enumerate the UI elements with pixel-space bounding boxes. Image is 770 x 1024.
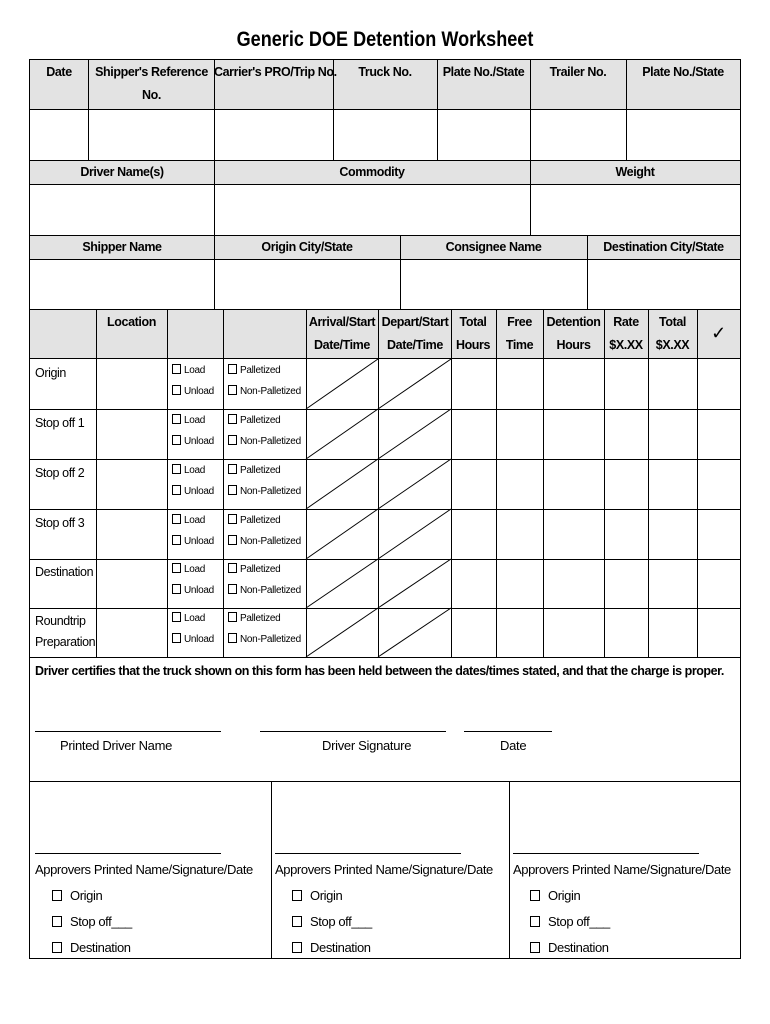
unload-checkbox[interactable]: Unload	[172, 382, 214, 402]
header-consignee-name: Consignee Name	[445, 240, 542, 254]
approver-origin-checkbox[interactable]: Origin	[35, 883, 253, 909]
approver-label: Approvers Printed Name/Signature/Date	[275, 862, 493, 877]
palletized-checkbox[interactable]: Palletized	[228, 461, 280, 481]
header-truck-no: Truck No.	[358, 65, 412, 79]
header-origin-city: Origin City/State	[261, 240, 353, 254]
approver-label: Approvers Printed Name/Signature/Date	[35, 862, 253, 877]
driver-date-label: Date	[500, 738, 527, 753]
load-checkbox[interactable]: Load	[172, 461, 205, 481]
load-checkbox[interactable]: Load	[172, 609, 205, 629]
load-checkbox[interactable]: Load	[172, 560, 205, 580]
header-commodity: Commodity	[339, 165, 405, 179]
approver-origin-checkbox[interactable]: Origin	[513, 883, 731, 909]
row-label-roundtrip: Roundtrip Preparation	[35, 614, 96, 649]
palletized-checkbox[interactable]: Palletized	[228, 609, 280, 629]
approver-destination-checkbox[interactable]: Destination	[35, 935, 253, 961]
palletized-checkbox[interactable]: Palletized	[228, 511, 280, 531]
non-palletized-checkbox[interactable]: Non-Palletized	[228, 482, 301, 502]
row-label-origin: Origin	[35, 366, 66, 380]
non-palletized-checkbox[interactable]: Non-Palletized	[228, 432, 301, 452]
unload-checkbox[interactable]: Unload	[172, 581, 214, 601]
header-shipper-reference: Shipper's Reference No.	[95, 65, 208, 102]
printed-driver-name-label: Printed Driver Name	[60, 738, 173, 753]
approver-block-2	[275, 857, 493, 961]
row-label-destination: Destination	[35, 565, 94, 579]
approver-block-3	[513, 857, 731, 961]
header-date: Date	[46, 65, 72, 79]
approver-origin-checkbox[interactable]: Origin	[275, 883, 493, 909]
header-carrier-pro: Carrier's PRO/Trip No.	[214, 65, 337, 79]
header-plate-state-2: Plate No./State	[642, 65, 724, 79]
non-palletized-checkbox[interactable]: Non-Palletized	[228, 630, 301, 650]
header-trailer-no: Trailer No.	[549, 65, 607, 79]
header-arrival: Arrival/Start Date/Time	[308, 315, 376, 352]
approver-block-1	[35, 857, 253, 961]
non-palletized-checkbox[interactable]: Non-Palletized	[228, 581, 301, 601]
header-plate-state-1: Plate No./State	[442, 65, 525, 79]
palletized-checkbox[interactable]: Palletized	[228, 361, 280, 381]
non-palletized-checkbox[interactable]: Non-Palletized	[228, 532, 301, 552]
certification-statement: Driver certifies that the truck shown on this form has been held between the dates/times stated, and that the charge is proper.	[35, 664, 724, 678]
header-depart: Depart/Start Date/Time	[381, 315, 449, 352]
unload-checkbox[interactable]: Unload	[172, 432, 214, 452]
header-free-time: Free Time	[505, 315, 534, 352]
approver-destination-checkbox[interactable]: Destination	[275, 935, 493, 961]
approver-stop-off-checkbox[interactable]: Stop off___	[513, 909, 731, 935]
unload-checkbox[interactable]: Unload	[172, 482, 214, 502]
load-checkbox[interactable]: Load	[172, 411, 205, 431]
header-shipper-name: Shipper Name	[82, 240, 162, 254]
approver-stop-off-checkbox[interactable]: Stop off___	[35, 909, 253, 935]
header-detention-hours: Detention Hours	[546, 315, 601, 352]
approver-destination-checkbox[interactable]: Destination	[513, 935, 731, 961]
approver-label: Approvers Printed Name/Signature/Date	[513, 862, 731, 877]
header-weight: Weight	[615, 165, 655, 179]
check-mark-icon: ✓	[711, 323, 726, 343]
header-total: Total $X.XX	[655, 315, 690, 352]
header-rate: Rate $X.XX	[609, 315, 643, 352]
load-checkbox[interactable]: Load	[172, 511, 205, 531]
row-label-stop-off-1: Stop off 1	[35, 416, 85, 430]
palletized-checkbox[interactable]: Palletized	[228, 411, 280, 431]
unload-checkbox[interactable]: Unload	[172, 630, 214, 650]
header-total-hours: Total Hours	[455, 315, 491, 352]
row-label-stop-off-2: Stop off 2	[35, 466, 85, 480]
header-location: Location	[107, 315, 156, 329]
header-destination-city: Destination City/State	[603, 240, 724, 254]
unload-checkbox[interactable]: Unload	[172, 532, 214, 552]
approver-stop-off-checkbox[interactable]: Stop off___	[275, 909, 493, 935]
driver-signature-label: Driver Signature	[322, 738, 412, 753]
palletized-checkbox[interactable]: Palletized	[228, 560, 280, 580]
header-driver-names: Driver Name(s)	[80, 165, 164, 179]
non-palletized-checkbox[interactable]: Non-Palletized	[228, 382, 301, 402]
row-label-stop-off-3: Stop off 3	[35, 516, 85, 530]
load-checkbox[interactable]: Load	[172, 361, 205, 381]
page-title: Generic DOE Detention Worksheet	[236, 28, 534, 51]
